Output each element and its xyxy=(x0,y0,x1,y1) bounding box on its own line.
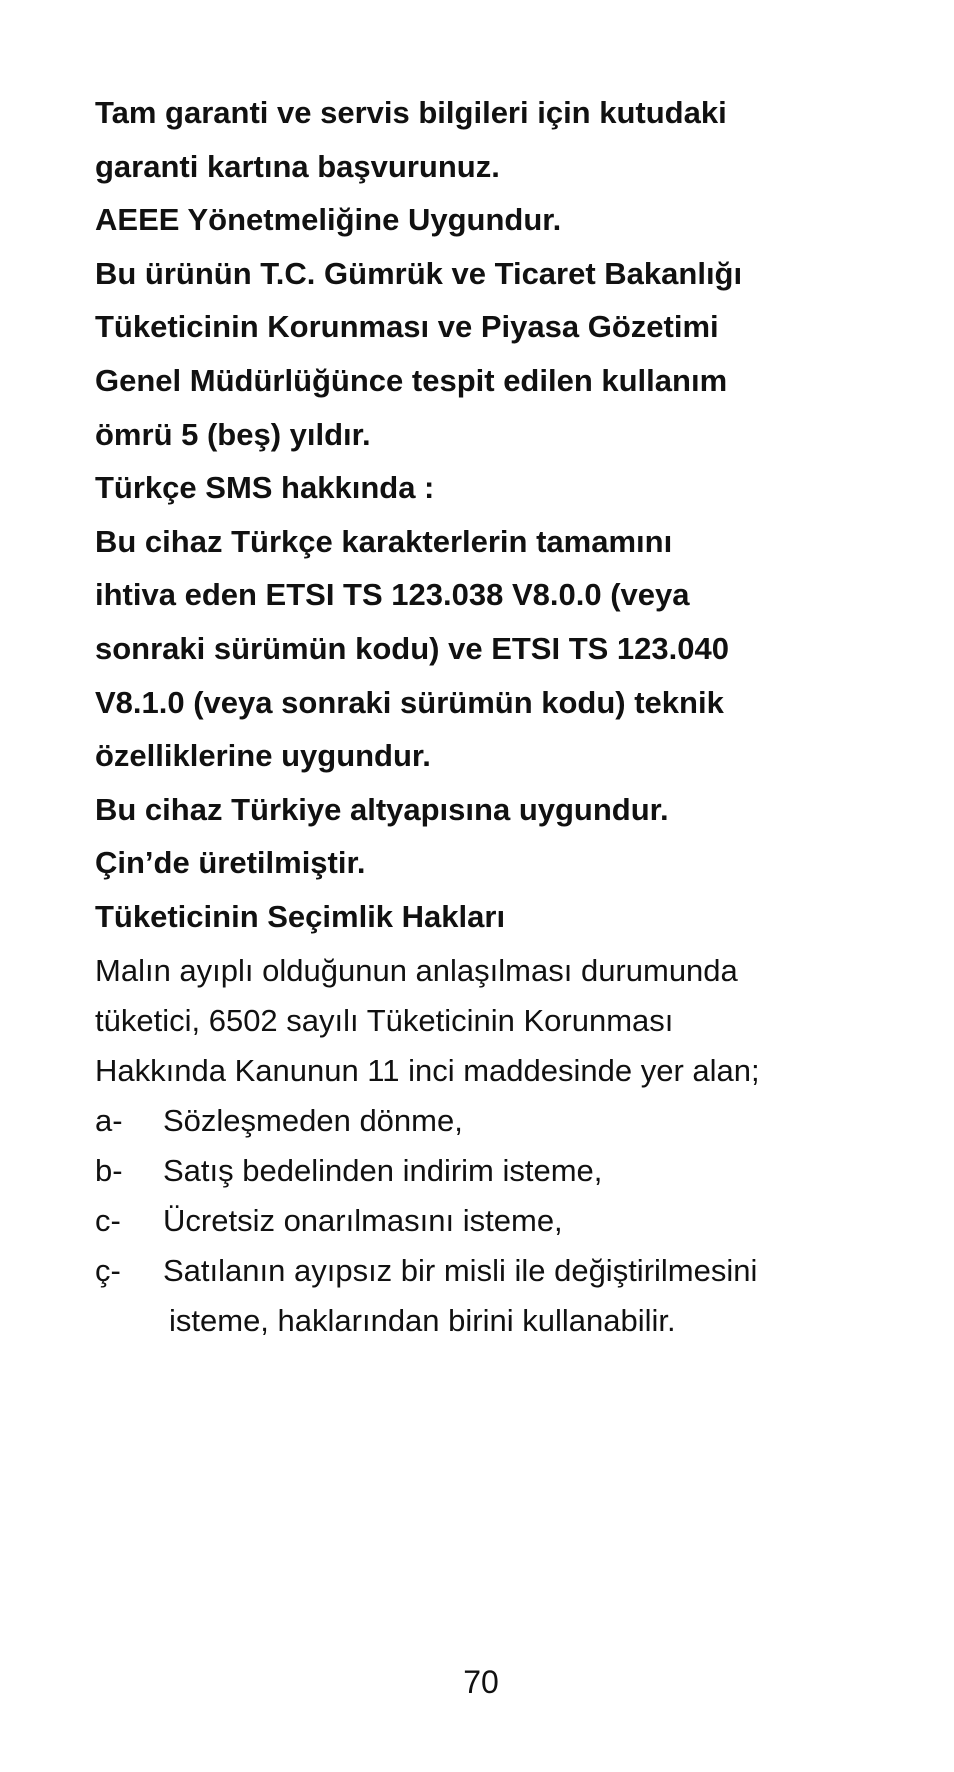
text-line: Hakkında Kanunun 11 inci maddesinde yer alan; xyxy=(95,1052,760,1088)
text-line: sonraki sürümün kodu) ve ETSI TS 123.040 xyxy=(95,630,729,666)
list-item xyxy=(95,1246,915,1296)
page-number: 70 xyxy=(463,1664,499,1700)
section-heading: Tüketicinin Seçimlik Hakları xyxy=(95,898,506,934)
text-line: Malın ayıplı olduğunun anlaşılması durumunda xyxy=(95,952,738,988)
list-item xyxy=(95,1196,915,1246)
list-item xyxy=(95,1146,915,1196)
text-line: özelliklerine uygundur. xyxy=(95,738,431,774)
section-heading: Türkçe SMS hakkında : xyxy=(95,470,435,506)
list-item-continuation: isteme, haklarından birini kullanabilir. xyxy=(169,1302,676,1338)
text-line: Çin’de üretilmiştir. xyxy=(95,845,366,881)
list-marker: c- xyxy=(95,1202,121,1238)
list-marker: ç- xyxy=(95,1252,121,1288)
text-line: Bu cihaz Türkiye altyapısına uygundur. xyxy=(95,791,669,827)
text-line: ömrü 5 (beş) yıldır. xyxy=(95,416,371,452)
text-line: Bu ürünün T.C. Gümrük ve Ticaret Bakanlığı xyxy=(95,255,743,291)
warranty-info-block xyxy=(95,86,915,944)
text-line: Genel Müdürlüğünce tespit edilen kullanım xyxy=(95,362,728,398)
text-line: tüketici, 6502 sayılı Tüketicinin Korunması xyxy=(95,1002,674,1038)
text-line: V8.1.0 (veya sonraki sürümün kodu) teknik xyxy=(95,684,724,720)
text-line: Bu cihaz Türkçe karakterlerin tamamını xyxy=(95,523,673,559)
list-item-text: Ücretsiz onarılmasını isteme, xyxy=(163,1202,563,1238)
list-item-text: Satılanın ayıpsız bir misli ile değiştirilmesini xyxy=(163,1252,758,1288)
consumer-rights-intro xyxy=(95,946,915,1096)
document-page xyxy=(95,86,915,1346)
text-line: ihtiva eden ETSI TS 123.038 V8.0.0 (veya xyxy=(95,577,690,613)
list-item xyxy=(95,1096,915,1146)
list-item-text: Satış bedelinden indirim isteme, xyxy=(163,1152,603,1188)
list-item-text: Sözleşmeden dönme, xyxy=(163,1102,463,1138)
text-line: garanti kartına başvurunuz. xyxy=(95,148,500,184)
text-line: AEEE Yönetmeliğine Uygundur. xyxy=(95,202,562,238)
list-marker: a- xyxy=(95,1102,123,1138)
text-line: Tüketicinin Korunması ve Piyasa Gözetimi xyxy=(95,309,719,345)
consumer-rights-list xyxy=(95,1096,915,1346)
text-line: Tam garanti ve servis bilgileri için kutudaki xyxy=(95,95,727,130)
list-marker: b- xyxy=(95,1152,123,1188)
